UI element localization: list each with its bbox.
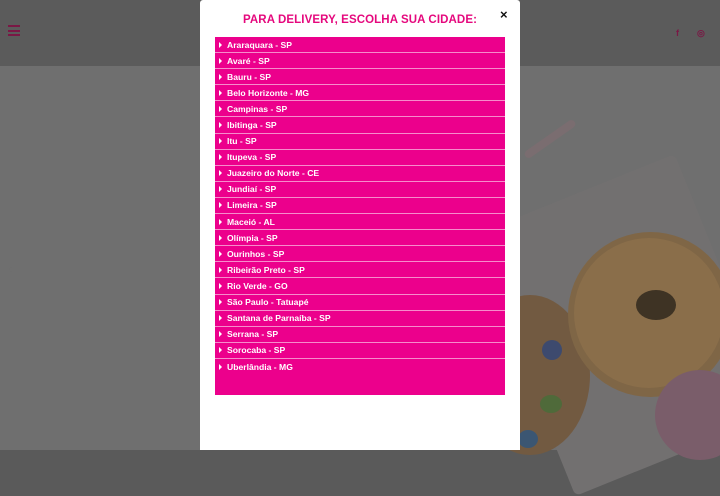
city-label: Ibitinga - SP — [227, 120, 277, 131]
caret-right-icon — [219, 267, 222, 273]
city-option[interactable] — [215, 359, 505, 375]
caret-right-icon — [219, 299, 222, 305]
city-label: Campinas - SP — [227, 103, 288, 114]
caret-right-icon — [219, 186, 222, 192]
city-label: Bauru - SP — [227, 71, 271, 82]
city-option[interactable] — [215, 327, 505, 343]
city-label: Belo Horizonte - MG — [227, 87, 310, 98]
city-selection-modal — [200, 0, 520, 450]
caret-right-icon — [219, 42, 222, 48]
city-option[interactable] — [215, 246, 505, 262]
facebook-icon[interactable]: f — [676, 28, 679, 38]
caret-right-icon — [219, 331, 222, 337]
city-label: São Paulo - Tatuapé — [227, 297, 309, 308]
city-option[interactable] — [215, 134, 505, 150]
city-label: Maceió - AL — [227, 216, 275, 227]
city-option[interactable] — [215, 230, 505, 246]
instagram-icon[interactable]: ◎ — [697, 28, 705, 38]
city-option[interactable] — [215, 343, 505, 359]
caret-right-icon — [219, 364, 222, 370]
caret-right-icon — [219, 122, 222, 128]
city-option[interactable] — [215, 198, 505, 214]
caret-right-icon — [219, 347, 222, 353]
caret-right-icon — [219, 106, 222, 112]
caret-right-icon — [219, 58, 222, 64]
caret-right-icon — [219, 74, 222, 80]
city-list — [215, 37, 505, 395]
city-label: Itu - SP — [227, 136, 257, 147]
city-option[interactable] — [215, 37, 505, 53]
city-label: Santana de Parnaíba - SP — [227, 313, 331, 324]
city-label: Rio Verde - GO — [227, 280, 288, 291]
close-icon[interactable]: × — [500, 7, 508, 22]
city-label: Olímpia - SP — [227, 232, 278, 243]
city-option[interactable] — [215, 117, 505, 133]
chevron-left-icon[interactable]: ‹ — [8, 262, 12, 276]
caret-right-icon — [219, 219, 222, 225]
city-label: Uberlândia - MG — [227, 361, 293, 372]
city-label: Itupeva - SP — [227, 152, 277, 163]
caret-right-icon — [219, 154, 222, 160]
caret-right-icon — [219, 202, 222, 208]
caret-right-icon — [219, 235, 222, 241]
city-option[interactable] — [215, 278, 505, 294]
city-option[interactable] — [215, 53, 505, 69]
modal-title: PARA DELIVERY, ESCOLHA SUA CIDADE: — [242, 14, 478, 26]
caret-right-icon — [219, 283, 222, 289]
city-option[interactable] — [215, 214, 505, 230]
city-label: Limeira - SP — [227, 200, 277, 211]
city-label: Serrana - SP — [227, 329, 279, 340]
city-option[interactable] — [215, 69, 505, 85]
city-label: Avaré - SP — [227, 55, 270, 66]
city-option[interactable] — [215, 262, 505, 278]
city-label: Araraquara - SP — [227, 39, 292, 50]
city-option[interactable] — [215, 182, 505, 198]
city-label: Jundiaí - SP — [227, 184, 277, 195]
caret-right-icon — [219, 170, 222, 176]
caret-right-icon — [219, 315, 222, 321]
city-option[interactable] — [215, 150, 505, 166]
city-label: Ourinhos - SP — [227, 248, 285, 259]
caret-right-icon — [219, 90, 222, 96]
city-option[interactable] — [215, 311, 505, 327]
city-label: Sorocaba - SP — [227, 345, 286, 356]
city-option[interactable] — [215, 295, 505, 311]
caret-right-icon — [219, 251, 222, 257]
city-option[interactable] — [215, 85, 505, 101]
city-option[interactable] — [215, 101, 505, 117]
city-option[interactable] — [215, 166, 505, 182]
city-label: Ribeirão Preto - SP — [227, 264, 305, 275]
city-label: Juazeiro do Norte - CE — [227, 168, 320, 179]
hamburger-icon[interactable] — [8, 25, 20, 36]
caret-right-icon — [219, 138, 222, 144]
